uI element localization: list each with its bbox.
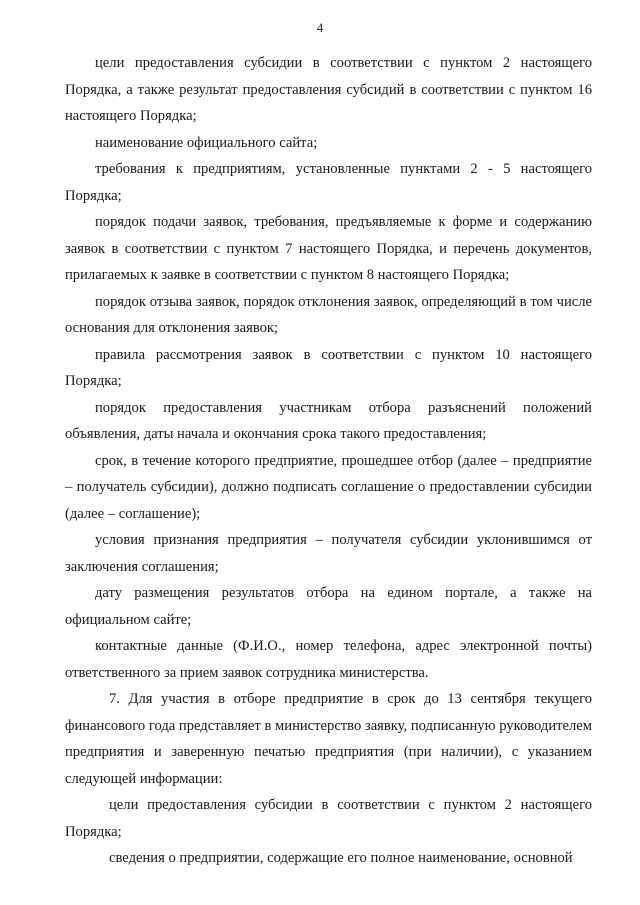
- paragraph: сведения о предприятии, содержащие его полное наименование, основной: [109, 850, 573, 866]
- page-number: 4: [316, 20, 324, 35]
- paragraph: наименование официального сайта;: [95, 134, 318, 151]
- numbered-paragraph: 7. Для участия в отборе предприятие в срок до 13 сентября текущего финансового года представляет в министерство заявку, подписанную руководителем предприятия и заверенную печатью предприятия (при наличии), с указанием следующей информации:: [65, 691, 592, 787]
- paragraph: порядок отзыва заявок, порядок отклонения заявок, определяющий в том числе основания для отклонения заявок;: [65, 293, 592, 336]
- paragraph: порядок подачи заявок, требования, предъявляемые к форме и содержанию заявок в соответствии с пунктом 7 настоящего Порядка, и перечень документов, прилагаемых к заявке в соответствии с пунктом 8 настоящего Порядка;: [65, 214, 592, 283]
- paragraph: порядок предоставления участникам отбора разъяснений положений объявления, даты начала и окончания срока такого предоставления;: [65, 399, 592, 442]
- paragraph: цели предоставления субсидии в соответствии с пунктом 2 настоящего Порядка;: [65, 797, 592, 840]
- document-body: [65, 50, 592, 872]
- paragraph: правила рассмотрения заявок в соответствии с пунктом 10 настоящего Порядка;: [65, 346, 592, 389]
- paragraph: контактные данные (Ф.И.О., номер телефона, адрес электронной почты) ответственного за прием заявок сотрудника министерства.: [65, 638, 592, 681]
- paragraph: условия признания предприятия – получателя субсидии уклонившимся от заключения соглашения;: [65, 532, 592, 575]
- paragraph: цели предоставления субсидии в соответствии с пунктом 2 настоящего Порядка, а также результат предоставления субсидий в соответствии с пунктом 16 настоящего Порядка;: [65, 55, 592, 124]
- paragraph: требования к предприятиям, установленные пунктами 2 - 5 настоящего Порядка;: [65, 161, 592, 204]
- paragraph: срок, в течение которого предприятие, прошедшее отбор (далее – предприятие – получатель субсидии), должно подписать соглашение о предоставлении субсидии (далее – соглашение);: [65, 452, 592, 522]
- paragraph: дату размещения результатов отбора на едином портале, а также на официальном сайте;: [65, 585, 592, 628]
